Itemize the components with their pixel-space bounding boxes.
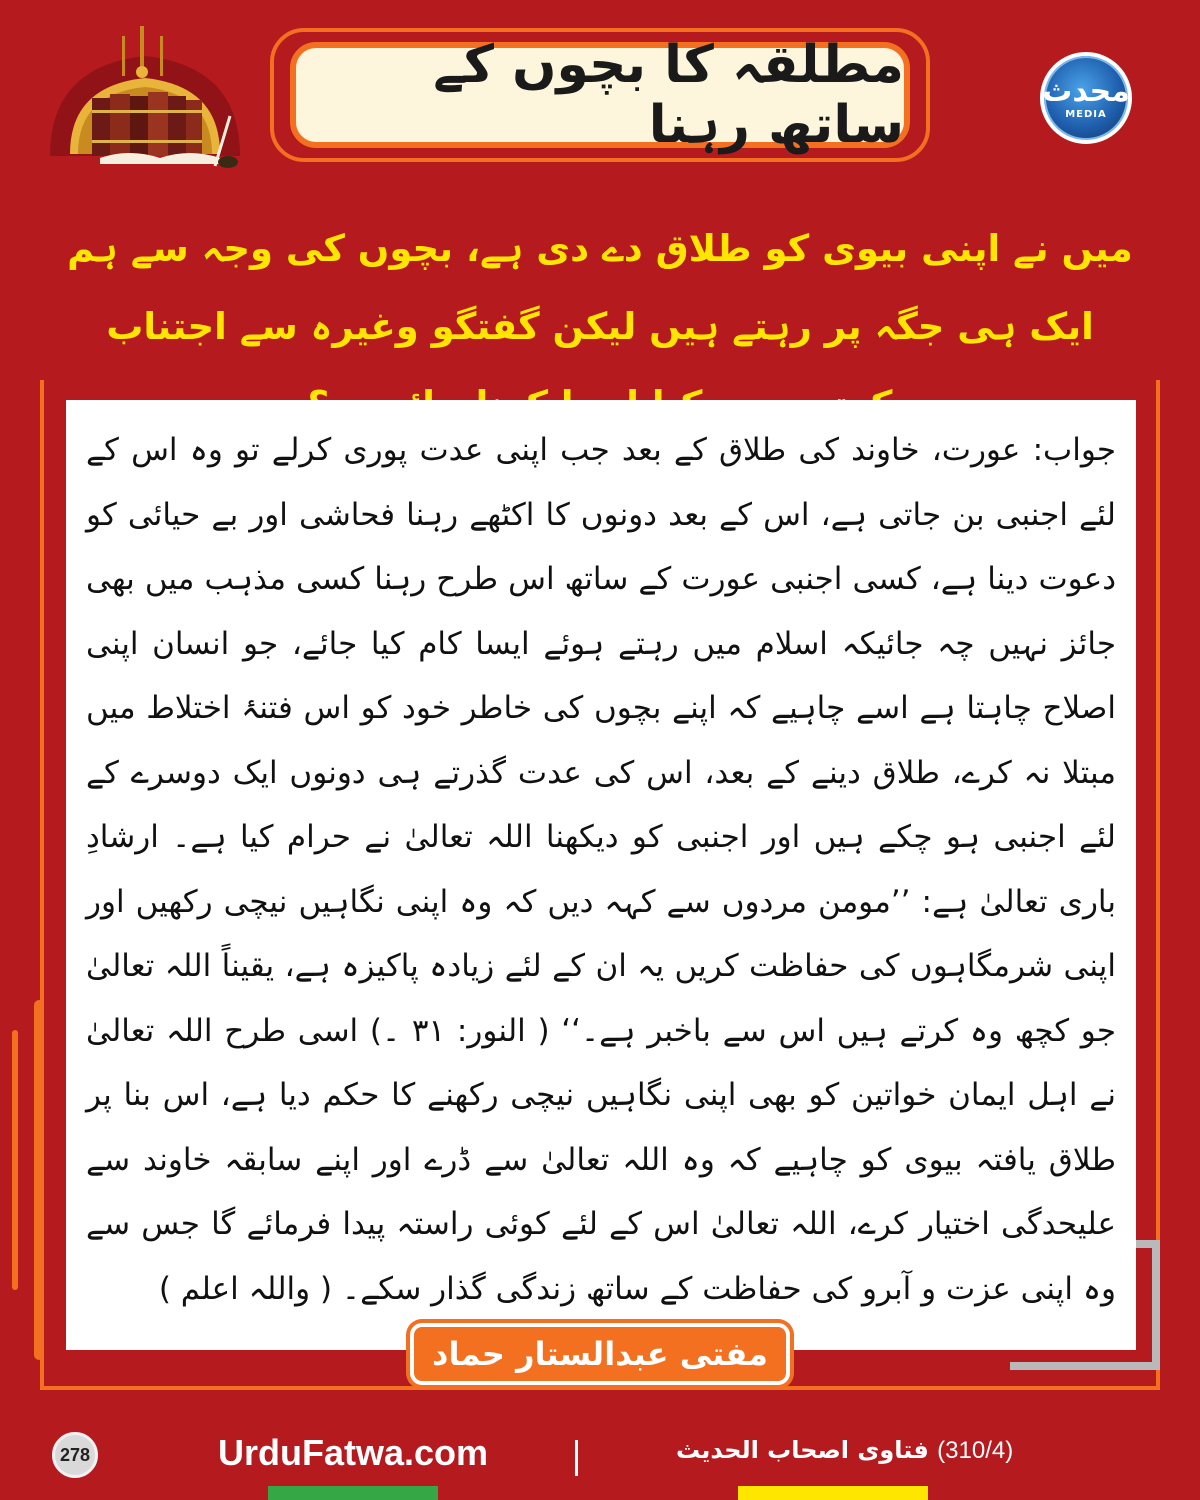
logo-text: محدث bbox=[1042, 73, 1130, 109]
page-title: مطلقہ کا بچوں کے ساتھ رہنا bbox=[433, 35, 904, 155]
logo-subtext: MEDIA bbox=[1065, 108, 1107, 120]
question-text: میں نے اپنی بیوی کو طلاق دے دی ہے، بچوں کی وجہ سے ہم ایک ہی جگہ پر رہتے ہیں لیکن گفتگو وغیرہ سے اجتناب bbox=[67, 227, 1133, 348]
books-illustration bbox=[30, 26, 260, 176]
footer-bar-green bbox=[268, 1486, 438, 1500]
answer-text: جواب: عورت، خاوند کی طلاق کے بعد جب اپنی عدت پوری کرلے تو وہ اس کے لئے اجنبی بن جاتی ہے، اس کے بعد دونوں کا اکٹھے رہنا فحاشی اور بے حیائی کو دعوت دینا ہے، کسی اجنبی عورت کے ساتھ اس طرح رہنا کسی مذہب میں بھی جائز نہیں چہ جائیکہ اسلام میں رہتے ہوئے ایسا کام کیا جائے، جو انسان اپنی اصلاح چاہتا ہے اسے چاہیے کہ اپنے بچوں کی خاطر خود کو اس فتنۂ اختلاط میں مبتلا نہ کرے، طلاق دینے کے بعد، اس کی عدت گذرتے ہی دونوں ایک دوسرے کے لئے اجنبی ہو چکے ہیں اور اجنبی کو دیکھنا اللہ تعالیٰ نے حرام کیا ہے۔ ارشادِ باری تعالیٰ ہے: ’’مومن مردوں سے کہہ دیں کہ وہ اپنی نگاہیں نیچی رکھیں اور اپنی شرمگاہوں کی حفاظت کریں یہ ان کے لئے زیادہ پاکیزہ ہے، یقیناً اللہ تعالیٰ جو کچھ وہ کرتے ہیں اس سے باخبر ہے۔‘‘ ( النور: ۳۱ ۔) اسی طرح اللہ تعالیٰ نے اہل ایمان خواتین کو بھی اپنی نگاہیں نیچی رکھنے کا حکم دیا ہے، اس بنا پر طلاق یافتہ بیوی کو چاہیے کہ وہ اللہ تعالیٰ سے ڈرے اور اپنے سابقہ خاوند سے علیحدگی اختیار کرے، اللہ تعالیٰ اس کے لئے کوئی راستہ پیدا فرمائے گا جس سے وہ اپنی عزت و آبرو کی حفاظت کے ساتھ زندگی گذار سکے۔ ( واللہ اعلم ) bbox=[86, 432, 1116, 1307]
website-link[interactable]: UrduFatwa.com bbox=[218, 1432, 489, 1473]
page-number: 278 bbox=[52, 1432, 98, 1478]
footer-divider bbox=[575, 1440, 578, 1476]
reference-title: فتاوی اصحاب الحدیث bbox=[676, 1436, 929, 1464]
decorative-line bbox=[12, 1030, 18, 1290]
brand-logo bbox=[1040, 52, 1132, 144]
reference bbox=[676, 1436, 1013, 1465]
footer-bar-yellow bbox=[738, 1486, 928, 1500]
title-box bbox=[290, 35, 910, 155]
author-badge: مفتی عبدالستار حماد bbox=[410, 1323, 790, 1385]
reference-volume: (310/4) bbox=[937, 1437, 1014, 1464]
